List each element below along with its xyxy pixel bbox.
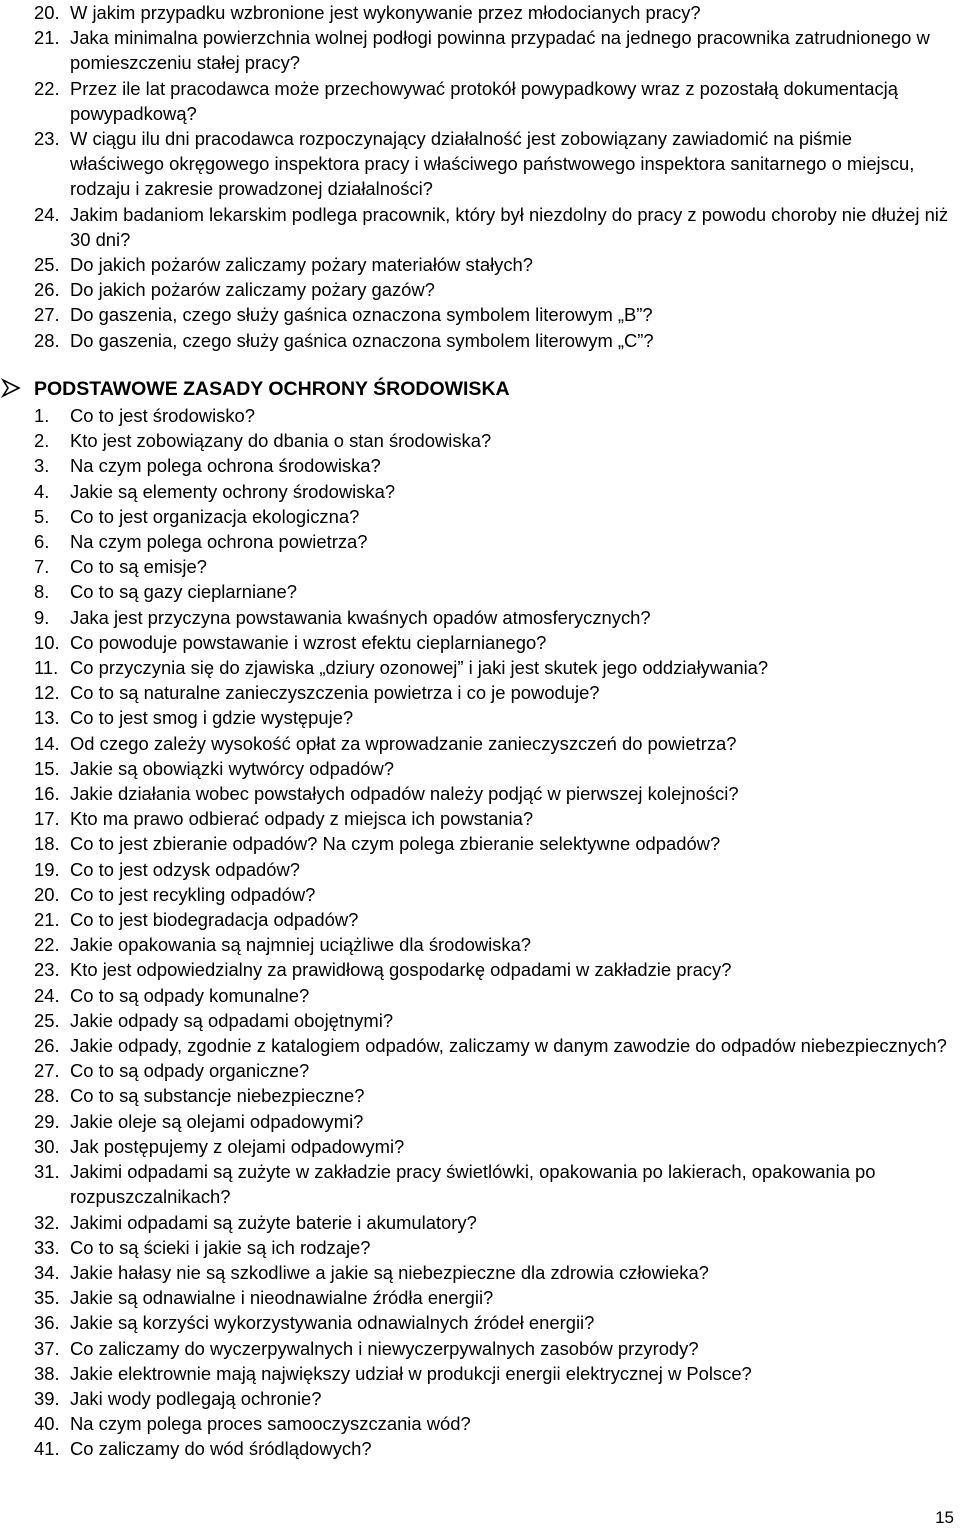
question-item — [0, 277, 950, 302]
question-number: 37. — [34, 1337, 60, 1359]
question-item — [0, 907, 950, 932]
question-text: Jaki wody podlegają ochronie? — [70, 1387, 322, 1409]
question-item — [0, 1336, 950, 1361]
question-item — [0, 1058, 950, 1083]
question-item — [0, 403, 950, 428]
question-number: 26. — [34, 1035, 60, 1057]
question-text: Przez ile lat pracodawca może przechowywać protokół powypadkowy wraz z pozostałą dokumentacją powypadkową? — [70, 77, 898, 124]
question-number: 20. — [34, 2, 60, 23]
question-text: Na czym polega ochrona środowiska? — [70, 455, 381, 477]
question-item — [0, 1411, 950, 1436]
question-number: 25. — [34, 1009, 60, 1031]
question-item — [0, 1159, 950, 1209]
question-number: 31. — [34, 1161, 60, 1183]
question-number: 22. — [34, 934, 60, 956]
question-number: 24. — [34, 984, 60, 1006]
question-text: Co to są ścieki i jakie są ich rodzaje? — [70, 1236, 371, 1258]
question-number: 16. — [34, 783, 60, 805]
question-item — [0, 1235, 950, 1260]
question-number: 1. — [34, 405, 50, 426]
question-number: 18. — [34, 833, 60, 855]
question-text: Kto jest zobowiązany do dbania o stan środowiska? — [70, 430, 492, 452]
question-text: Jakie działania wobec powstałych odpadów należy podjąć w pierwszej kolejności? — [70, 783, 739, 805]
question-text: Co to są naturalne zanieczyszczenia powietrza i co je powoduje? — [70, 682, 600, 704]
question-item — [0, 932, 950, 957]
question-item — [0, 328, 950, 353]
question-number: 39. — [34, 1387, 60, 1409]
question-text: Jakimi odpadami są zużyte w zakładzie pracy świetlówki, opakowania po lakierach, opakowania po rozpuszczalnikach? — [70, 1161, 876, 1208]
question-number: 4. — [34, 480, 50, 502]
question-item — [0, 983, 950, 1008]
question-text: Na czym polega proces samooczyszczania wód? — [70, 1413, 471, 1435]
question-item — [0, 831, 950, 856]
question-text: Jakie są odnawialne i nieodnawialne źródła energii? — [70, 1287, 494, 1309]
question-number: 41. — [34, 1438, 60, 1460]
page-number: 15 — [935, 1508, 954, 1527]
question-item — [0, 479, 950, 504]
question-text: Co to jest organizacja ekologiczna? — [70, 505, 360, 527]
question-item — [0, 1260, 950, 1285]
question-text: W jakim przypadku wzbronione jest wykonywanie przez młodocianych pracy? — [70, 2, 701, 23]
question-number: 15. — [34, 757, 60, 779]
question-item — [0, 1310, 950, 1335]
question-item — [0, 655, 950, 680]
question-text: Jakie są elementy ochrony środowiska? — [70, 480, 396, 502]
question-number: 30. — [34, 1135, 60, 1157]
question-item — [0, 504, 950, 529]
question-number: 23. — [34, 128, 60, 150]
question-item — [0, 957, 950, 982]
question-item — [0, 680, 950, 705]
question-number: 35. — [34, 1287, 60, 1309]
question-item — [0, 1361, 950, 1386]
prior-questions-list — [0, 0, 950, 353]
question-text: Jakie elektrownie mają największy udział w produkcji energii elektrycznej w Polsce? — [70, 1362, 752, 1384]
question-number: 24. — [34, 203, 60, 225]
question-number: 36. — [34, 1312, 60, 1334]
question-text: W ciągu ilu dni pracodawca rozpoczynający działalność jest zobowiązany zawiadomić na piśmie właściwego okręgowego inspektora pracy i właściwego państwowego inspektora sanitarnego o miejscu, rodzaju i zakresie prowadzonej działalności? — [70, 128, 915, 200]
question-text: Co to są emisje? — [70, 556, 207, 578]
question-item — [0, 302, 950, 327]
question-text: Jakie opakowania są najmniej uciążliwe dla środowiska? — [70, 934, 532, 956]
question-text: Co powoduje powstawanie i wzrost efektu cieplarnianego? — [70, 631, 547, 653]
question-text: Jaka minimalna powierzchnia wolnej podłogi powinna przypadać na jednego pracownika zatrudnionego w pomieszczeniu stałej pracy? — [70, 27, 930, 74]
question-item — [0, 126, 950, 202]
question-item — [0, 252, 950, 277]
question-text: Jakie odpady, zgodnie z katalogiem odpadów, zaliczamy w danym zawodzie do odpadów niebezpiecznych? — [70, 1035, 947, 1057]
question-text: Co to jest biodegradacja odpadów? — [70, 909, 359, 931]
question-number: 2. — [34, 430, 50, 452]
question-text: Jakie hałasy nie są szkodliwe a jakie są niebezpieczne dla zdrowia człowieka? — [70, 1261, 709, 1283]
question-number: 28. — [34, 329, 60, 351]
question-item — [0, 0, 950, 25]
question-item — [0, 1109, 950, 1134]
question-text: Jaka jest przyczyna powstawania kwaśnych opadów atmosferycznych? — [70, 606, 651, 628]
question-number: 13. — [34, 707, 60, 729]
question-text: Na czym polega ochrona powietrza? — [70, 531, 368, 553]
question-item — [0, 1285, 950, 1310]
question-number: 40. — [34, 1413, 60, 1435]
question-text: Co to jest zbieranie odpadów? Na czym polega zbieranie selektywne odpadów? — [70, 833, 721, 855]
question-number: 32. — [34, 1211, 60, 1233]
question-number: 33. — [34, 1236, 60, 1258]
question-text: Co zaliczamy do wód śródlądowych? — [70, 1438, 372, 1460]
question-item — [0, 1134, 950, 1159]
question-item — [0, 882, 950, 907]
question-text: Co to są substancje niebezpieczne? — [70, 1085, 365, 1107]
question-text: Do jakich pożarów zaliczamy pożary materiałów stałych? — [70, 254, 534, 276]
question-item — [0, 579, 950, 604]
section-questions-list — [0, 403, 950, 1462]
question-item — [0, 25, 950, 75]
question-text: Co to są odpady organiczne? — [70, 1060, 310, 1082]
question-text: Co to są gazy cieplarniane? — [70, 581, 297, 603]
question-item — [0, 605, 950, 630]
question-text: Co to są odpady komunalne? — [70, 984, 310, 1006]
question-number: 17. — [34, 808, 60, 830]
question-item — [0, 705, 950, 730]
section-questions-block — [0, 403, 950, 1462]
question-text: Do gaszenia, czego służy gaśnica oznaczona symbolem literowym „B”? — [70, 304, 653, 326]
question-item — [0, 428, 950, 453]
question-text: Jakie są obowiązki wytwórcy odpadów? — [70, 757, 395, 779]
question-item — [0, 453, 950, 478]
question-text: Jakie oleje są olejami odpadowymi? — [70, 1110, 364, 1132]
question-text: Jak postępujemy z olejami odpadowymi? — [70, 1135, 405, 1157]
section-title: PODSTAWOWE ZASADY OCHRONY ŚRODOWISKA — [34, 378, 510, 400]
question-number: 6. — [34, 531, 50, 553]
question-number: 28. — [34, 1085, 60, 1107]
question-number: 25. — [34, 254, 60, 276]
question-number: 7. — [34, 556, 50, 578]
question-number: 5. — [34, 505, 50, 527]
question-number: 21. — [34, 909, 60, 931]
question-number: 29. — [34, 1110, 60, 1132]
question-text: Jakie odpady są odpadami obojętnymi? — [70, 1009, 394, 1031]
question-text: Co to jest recykling odpadów? — [70, 883, 316, 905]
question-item — [0, 76, 950, 126]
question-number: 11. — [34, 657, 59, 679]
question-number: 38. — [34, 1362, 60, 1384]
question-number: 12. — [34, 682, 60, 704]
question-item — [0, 1008, 950, 1033]
question-text: Od czego zależy wysokość opłat za wprowadzanie zanieczyszczeń do powietrza? — [70, 732, 737, 754]
question-text: Co to jest smog i gdzie występuje? — [70, 707, 354, 729]
question-item — [0, 781, 950, 806]
question-item — [0, 1033, 950, 1058]
arrowhead-bullet-icon — [0, 377, 22, 399]
question-number: 27. — [34, 304, 60, 326]
question-text: Do gaszenia, czego służy gaśnica oznaczona symbolem literowym „C”? — [70, 329, 654, 351]
question-item — [0, 1386, 950, 1411]
question-item — [0, 1083, 950, 1108]
question-item — [0, 529, 950, 554]
question-number: 19. — [34, 858, 60, 880]
question-number: 21. — [34, 27, 60, 49]
question-number: 22. — [34, 77, 60, 99]
question-item — [0, 202, 950, 252]
question-number: 20. — [34, 883, 60, 905]
question-text: Do jakich pożarów zaliczamy pożary gazów? — [70, 279, 435, 301]
question-number: 23. — [34, 959, 60, 981]
question-number: 14. — [34, 732, 60, 754]
question-number: 8. — [34, 581, 50, 603]
question-text: Co to jest środowisko? — [70, 405, 256, 426]
question-number: 26. — [34, 279, 60, 301]
question-item — [0, 756, 950, 781]
prior-questions-block — [0, 0, 950, 353]
question-text: Jakim badaniom lekarskim podlega pracownik, który był niezdolny do pracy z powodu choroby nie dłużej niż 30 dni? — [70, 203, 949, 250]
question-text: Kto ma prawo odbierać odpady z miejsca ich powstania? — [70, 808, 534, 830]
question-text: Co to jest odzysk odpadów? — [70, 858, 301, 880]
question-number: 3. — [34, 455, 50, 477]
question-item — [0, 857, 950, 882]
question-text: Co przyczynia się do zjawiska „dziury ozonowej” i jaki jest skutek jego oddziaływania? — [70, 657, 769, 679]
question-number: 34. — [34, 1261, 60, 1283]
question-text: Jakie są korzyści wykorzystywania odnawialnych źródeł energii? — [70, 1312, 595, 1334]
question-item — [0, 731, 950, 756]
question-number: 10. — [34, 631, 60, 653]
question-number: 9. — [34, 606, 50, 628]
section-heading — [0, 376, 900, 402]
question-item — [0, 1210, 950, 1235]
question-number: 27. — [34, 1060, 60, 1082]
question-item — [0, 1436, 950, 1461]
question-text: Kto jest odpowiedzialny za prawidłową gospodarkę odpadami w zakładzie pracy? — [70, 959, 732, 981]
question-text: Co zaliczamy do wyczerpywalnych i niewyczerpywalnych zasobów przyrody? — [70, 1337, 699, 1359]
question-item — [0, 554, 950, 579]
question-text: Jakimi odpadami są zużyte baterie i akumulatory? — [70, 1211, 477, 1233]
question-item — [0, 630, 950, 655]
question-item — [0, 806, 950, 831]
